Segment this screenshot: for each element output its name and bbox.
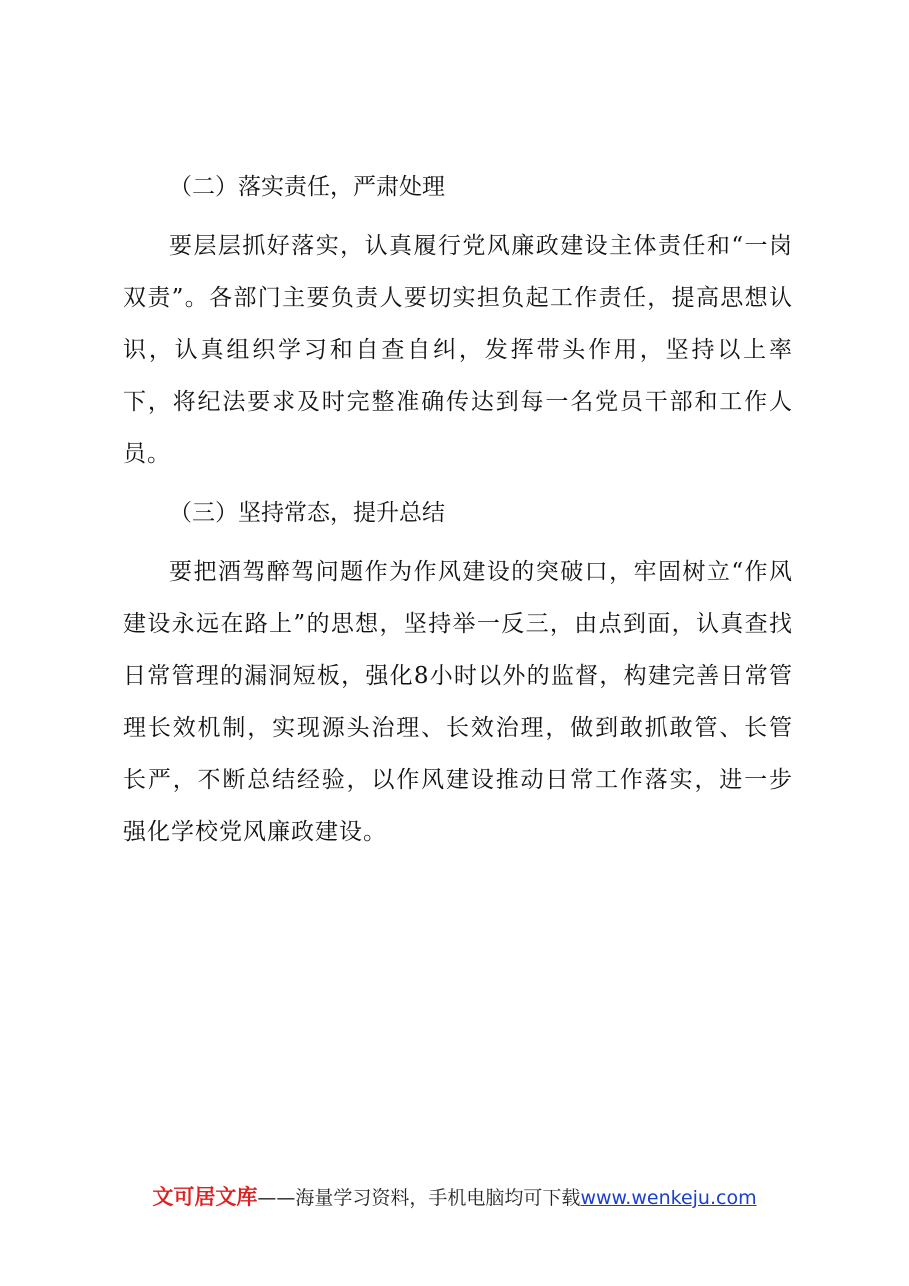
footer-website-link[interactable]: www.wenkeju.com: [580, 1187, 757, 1209]
section-paragraph-3: 要把酒驾醉驾问题作为作风建设的突破口，牢固树立“作风建设永远在路上”的思想，坚持举一反三，由点到面，认真查找日常管理的漏洞短板，强化8小时以外的监督，构建完善日常管理长效机制，实现源头治理、长效治理，做到敢抓敢管、长管长严，不断总结经验，以作风建设推动日常工作落实，进一步强化学校党风廉政建设。: [123, 559, 793, 845]
section-heading-2: （二）落实责任，严肃处理: [169, 174, 445, 200]
footer-tagline: ——海量学习资料，手机电脑均可下载: [257, 1187, 581, 1209]
footer-brand: 文可居文库: [152, 1185, 258, 1209]
section-heading-3: （三）坚持常态，提升总结: [169, 500, 445, 526]
section-paragraph-2: 要层层抓好落实，认真履行党风廉政建设主体责任和“一岗双责”。各部门主要负责人要切实担负起工作责任，提高思想认识，认真组织学习和自查自纠，发挥带头作用，坚持以上率下，将纪法要求及时完整准确传达到每一名党员干部和工作人员。: [123, 233, 793, 467]
document-body: [123, 162, 793, 866]
footer-banner: [0, 1180, 909, 1215]
